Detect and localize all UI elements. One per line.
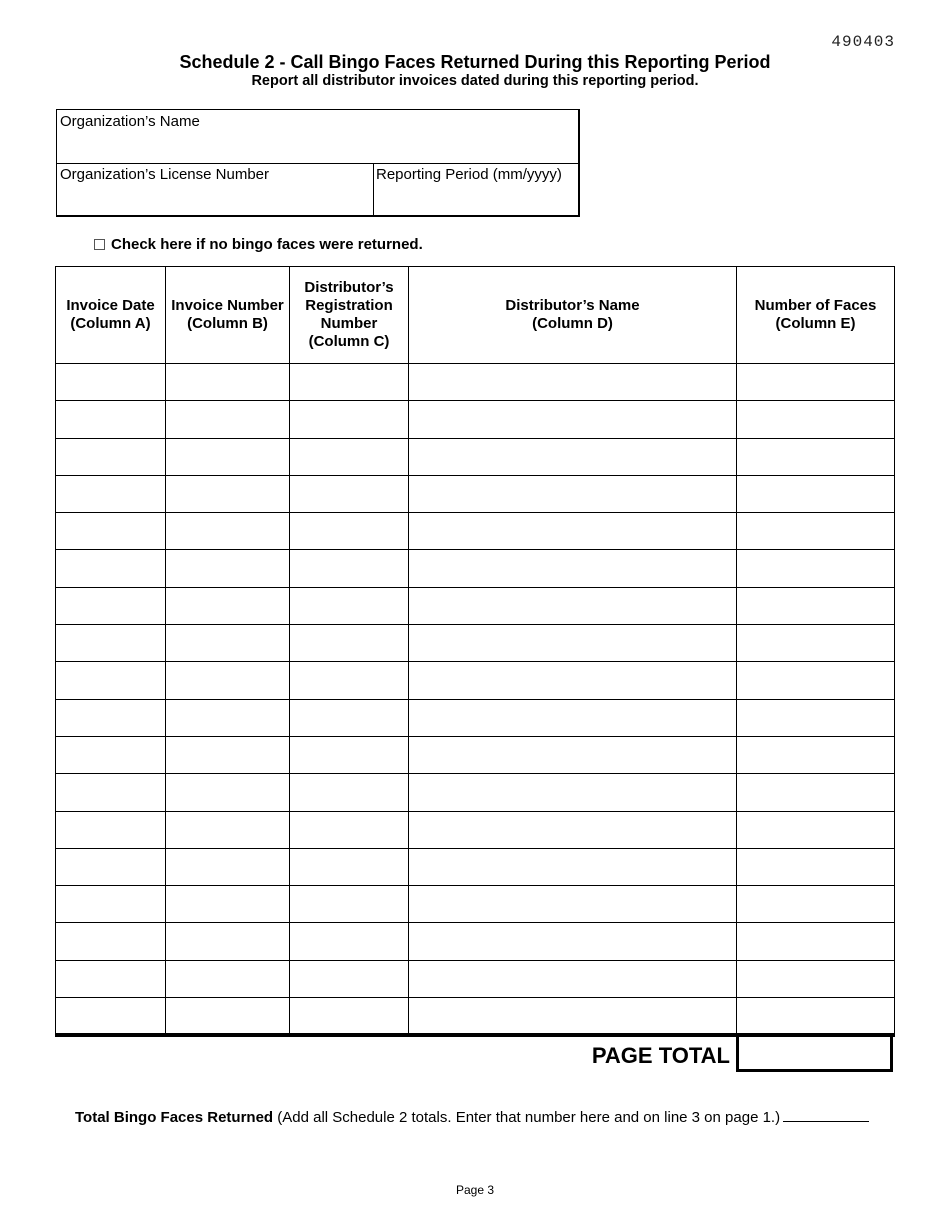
no-faces-check-row (94, 236, 423, 253)
table-row (56, 923, 895, 960)
invoice-date-cell[interactable] (56, 774, 166, 811)
license-number-field[interactable] (57, 163, 374, 215)
table-header-row (56, 267, 895, 364)
table-row (56, 587, 895, 624)
registration-number-cell[interactable] (290, 401, 409, 438)
number-of-faces-cell[interactable] (737, 513, 895, 550)
table-row (56, 736, 895, 773)
table-row (56, 662, 895, 699)
distributor-name-cell[interactable] (409, 625, 737, 662)
table-row (56, 513, 895, 550)
page-total-row (55, 1034, 894, 1074)
registration-number-cell[interactable] (290, 475, 409, 512)
table-row (56, 699, 895, 736)
total-faces-returned-line (75, 1109, 869, 1126)
invoice-number-cell[interactable] (166, 774, 290, 811)
invoice-number-cell[interactable] (166, 662, 290, 699)
organization-info-box (56, 109, 580, 217)
invoice-number-cell[interactable] (166, 736, 290, 773)
total-faces-returned-field[interactable] (783, 1109, 869, 1122)
invoice-date-cell[interactable] (56, 438, 166, 475)
reporting-period-label: Reporting Period (mm/yyyy) (376, 166, 562, 183)
table-row (56, 848, 895, 885)
distributor-name-cell[interactable] (409, 960, 737, 997)
number-of-faces-cell[interactable] (737, 587, 895, 624)
registration-number-cell[interactable] (290, 886, 409, 923)
invoice-number-cell[interactable] (166, 550, 290, 587)
invoice-date-cell[interactable] (56, 998, 166, 1035)
number-of-faces-cell[interactable] (737, 960, 895, 997)
registration-number-cell[interactable] (290, 587, 409, 624)
column-header-distributor-name (409, 267, 737, 364)
distributor-name-cell[interactable] (409, 475, 737, 512)
invoice-date-cell[interactable] (56, 923, 166, 960)
distributor-name-cell[interactable] (409, 848, 737, 885)
distributor-name-cell[interactable] (409, 886, 737, 923)
table-row (56, 625, 895, 662)
column-header-number-of-faces (737, 267, 895, 364)
distributor-name-cell[interactable] (409, 513, 737, 550)
invoice-number-cell[interactable] (166, 998, 290, 1035)
registration-number-cell[interactable] (290, 438, 409, 475)
total-faces-returned-label: Total Bingo Faces Returned (75, 1109, 274, 1126)
registration-number-cell[interactable] (290, 550, 409, 587)
invoice-date-cell[interactable] (56, 662, 166, 699)
invoice-number-cell[interactable] (166, 960, 290, 997)
column-header-text: Distributor’s Registration Number (Column C) (304, 279, 394, 350)
number-of-faces-cell[interactable] (737, 401, 895, 438)
license-number-label: Organization’s License Number (60, 166, 269, 183)
table-row (56, 886, 895, 923)
column-header-registration-number (290, 267, 409, 364)
number-of-faces-cell[interactable] (737, 774, 895, 811)
invoice-date-cell[interactable] (56, 886, 166, 923)
distributor-name-cell[interactable] (409, 699, 737, 736)
reporting-period-field[interactable] (373, 163, 578, 215)
no-faces-checkbox[interactable] (94, 239, 105, 250)
invoice-date-cell[interactable] (56, 364, 166, 401)
invoice-date-cell[interactable] (56, 699, 166, 736)
distributor-name-cell[interactable] (409, 662, 737, 699)
registration-number-cell[interactable] (290, 960, 409, 997)
form-id: 490403 (831, 33, 895, 51)
invoice-number-cell[interactable] (166, 699, 290, 736)
column-header-text: Distributor’s Name (Column D) (505, 297, 640, 332)
number-of-faces-cell[interactable] (737, 662, 895, 699)
invoice-table (55, 266, 894, 1037)
table-row (56, 811, 895, 848)
invoice-date-cell[interactable] (56, 475, 166, 512)
number-of-faces-cell[interactable] (737, 364, 895, 401)
registration-number-cell[interactable] (290, 998, 409, 1035)
number-of-faces-cell[interactable] (737, 848, 895, 885)
invoice-number-cell[interactable] (166, 848, 290, 885)
table-row (56, 438, 895, 475)
distributor-name-cell[interactable] (409, 401, 737, 438)
number-of-faces-cell[interactable] (737, 998, 895, 1035)
column-header-text: Invoice Date (Column A) (66, 297, 155, 332)
invoice-date-cell[interactable] (56, 587, 166, 624)
distributor-name-cell[interactable] (409, 550, 737, 587)
distributor-name-cell[interactable] (409, 998, 737, 1035)
column-header-invoice-number (166, 267, 290, 364)
table-row (56, 401, 895, 438)
registration-number-cell[interactable] (290, 513, 409, 550)
invoice-number-cell[interactable] (166, 587, 290, 624)
distributor-name-cell[interactable] (409, 774, 737, 811)
invoice-date-cell[interactable] (56, 625, 166, 662)
distributor-name-cell[interactable] (409, 438, 737, 475)
number-of-faces-cell[interactable] (737, 438, 895, 475)
column-header-text: Number of Faces (Column E) (754, 297, 877, 332)
distributor-name-cell[interactable] (409, 923, 737, 960)
invoice-number-cell[interactable] (166, 811, 290, 848)
invoice-number-cell[interactable] (166, 886, 290, 923)
table-row (56, 998, 895, 1035)
page-subtitle: Report all distributor invoices dated during this reporting period. (251, 73, 699, 89)
registration-number-cell[interactable] (290, 699, 409, 736)
invoice-number-cell[interactable] (166, 401, 290, 438)
distributor-name-cell[interactable] (409, 811, 737, 848)
invoice-date-cell[interactable] (56, 550, 166, 587)
organization-name-label: Organization’s Name (60, 113, 200, 130)
invoice-number-cell[interactable] (166, 364, 290, 401)
invoice-number-cell[interactable] (166, 923, 290, 960)
table-row (56, 550, 895, 587)
registration-number-cell[interactable] (290, 364, 409, 401)
registration-number-cell[interactable] (290, 848, 409, 885)
number-of-faces-cell[interactable] (737, 475, 895, 512)
table-row (56, 475, 895, 512)
distributor-name-cell[interactable] (409, 587, 737, 624)
number-of-faces-cell[interactable] (737, 811, 895, 848)
invoice-number-cell[interactable] (166, 438, 290, 475)
table-row (56, 960, 895, 997)
registration-number-cell[interactable] (290, 662, 409, 699)
no-faces-checkbox-label: Check here if no bingo faces were returned. (111, 236, 423, 253)
registration-number-cell[interactable] (290, 736, 409, 773)
number-of-faces-cell[interactable] (737, 699, 895, 736)
table-row (56, 774, 895, 811)
invoice-date-cell[interactable] (56, 848, 166, 885)
invoice-date-cell[interactable] (56, 401, 166, 438)
invoice-date-cell[interactable] (56, 513, 166, 550)
page-title: Schedule 2 - Call Bingo Faces Returned During this Reporting Period (179, 52, 771, 72)
registration-number-cell[interactable] (290, 811, 409, 848)
number-of-faces-cell[interactable] (737, 625, 895, 662)
number-of-faces-cell[interactable] (737, 886, 895, 923)
column-header-invoice-date (56, 267, 166, 364)
registration-number-cell[interactable] (290, 625, 409, 662)
number-of-faces-cell[interactable] (737, 550, 895, 587)
table-row (56, 364, 895, 401)
page-total-field[interactable] (736, 1034, 893, 1072)
number-of-faces-cell[interactable] (737, 923, 895, 960)
distributor-name-cell[interactable] (409, 736, 737, 773)
distributor-name-cell[interactable] (409, 364, 737, 401)
number-of-faces-cell[interactable] (737, 736, 895, 773)
column-header-text: Invoice Number (Column B) (171, 297, 284, 332)
invoice-number-cell[interactable] (166, 625, 290, 662)
invoice-number-cell[interactable] (166, 475, 290, 512)
registration-number-cell[interactable] (290, 774, 409, 811)
page-number: Page 3 (455, 1183, 495, 1197)
invoice-date-cell[interactable] (56, 811, 166, 848)
organization-name-field[interactable] (57, 110, 578, 164)
invoice-date-cell[interactable] (56, 960, 166, 997)
invoice-number-cell[interactable] (166, 513, 290, 550)
page-total-label: PAGE TOTAL (591, 1043, 730, 1068)
registration-number-cell[interactable] (290, 923, 409, 960)
invoice-date-cell[interactable] (56, 736, 166, 773)
total-faces-returned-instruction: (Add all Schedule 2 totals. Enter that number here and on line 3 on page 1.) (277, 1109, 781, 1126)
